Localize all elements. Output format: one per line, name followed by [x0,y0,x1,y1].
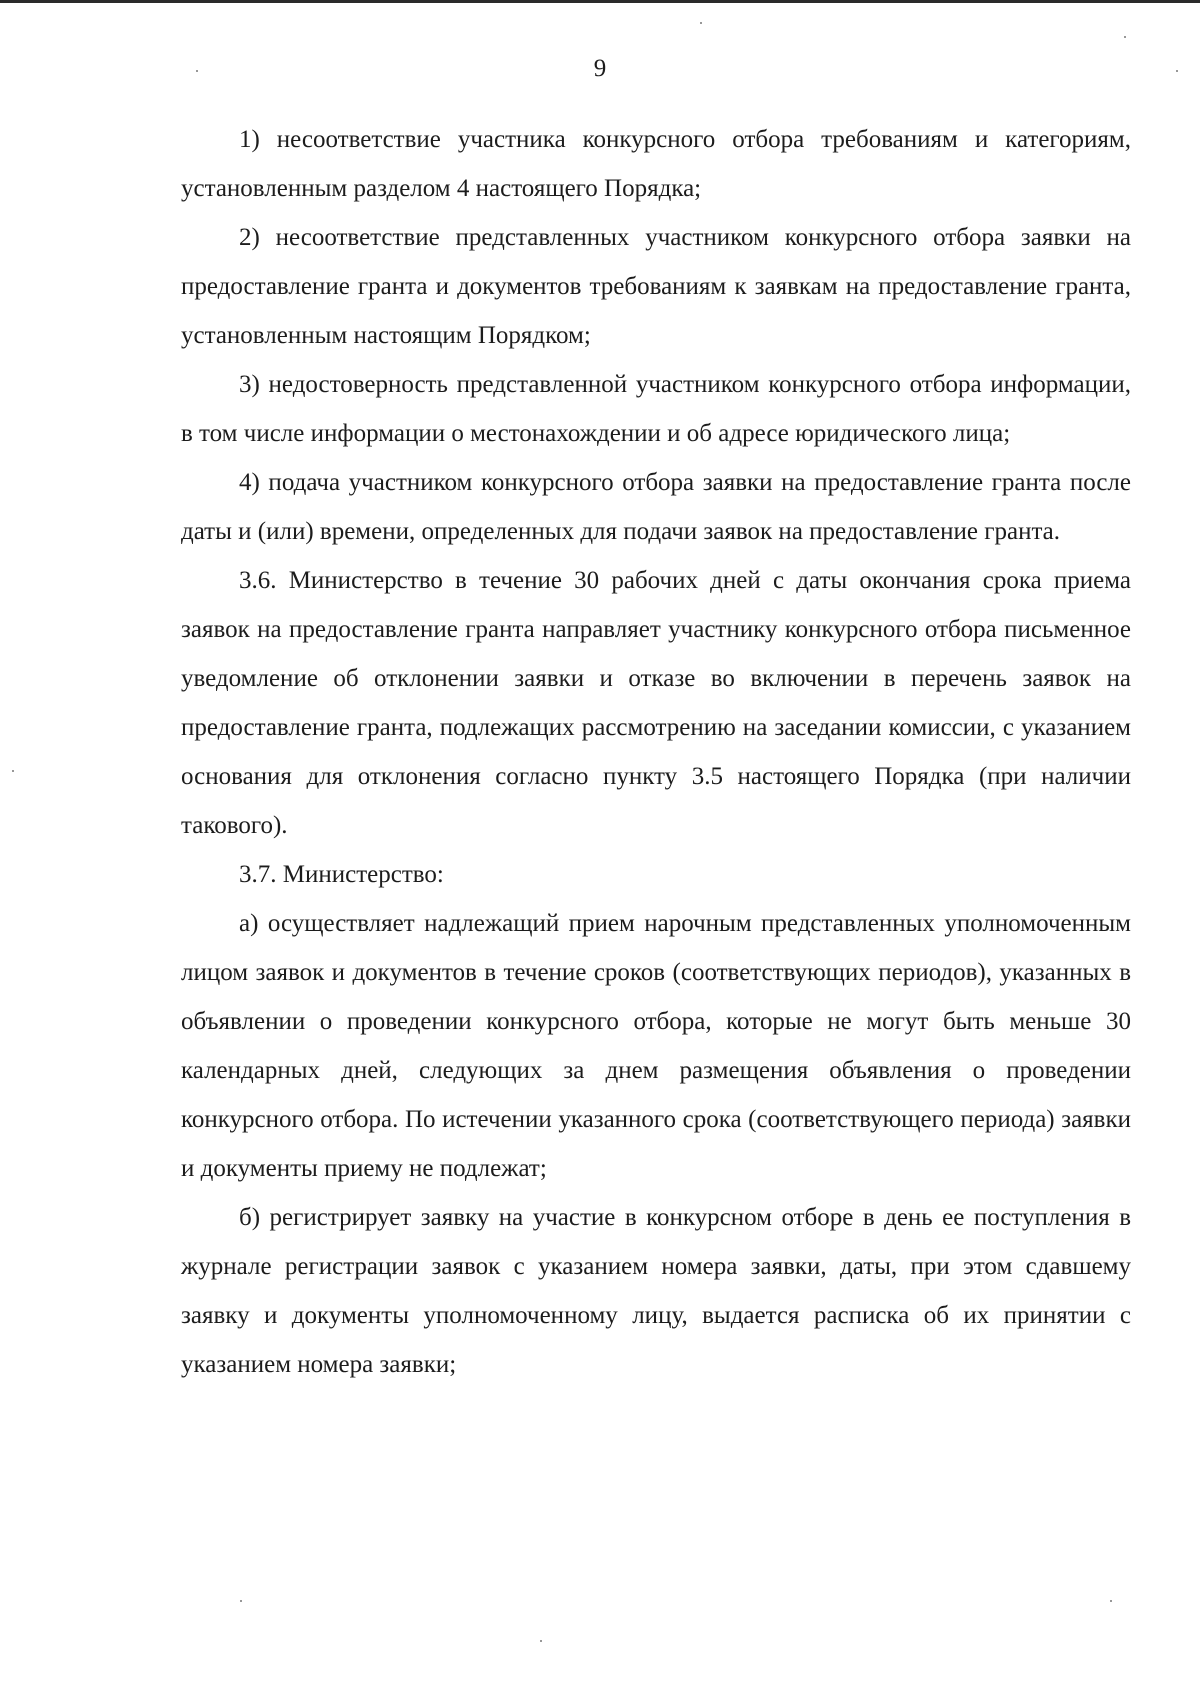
scan-speck [540,1640,542,1642]
scan-speck [1124,36,1126,38]
paragraph-3-7-b: б) регистрирует заявку на участие в конкурсном отборе в день ее поступления в журнале регистрации заявок с указанием номера заявки, даты, при этом сдавшему заявку и документы уполномоченному лицу, выдается расписка об их принятии с указанием номера заявки; [181,1204,1131,1378]
page-number: 9 [593,55,607,82]
document-body [181,115,1131,1389]
paragraph-item-1: 1) несоответствие участника конкурсного отбора требованиям и категориям, установленным разделом 4 настоящего Порядка; [181,126,1131,202]
scan-speck [1176,70,1178,72]
scan-speck [12,770,14,772]
paragraph-3-7-heading: 3.7. Министерство: [239,861,444,888]
paragraph-item-3: 3) недостоверность представленной участником конкурсного отбора информации, в том числе информации о местонахождении и об адресе юридического лица; [181,371,1131,447]
scan-speck [700,22,702,24]
paragraph-item-2: 2) несоответствие представленных участником конкурсного отбора заявки на предоставление гранта и документов требованиям к заявкам на предоставление гранта, установленным настоящим Порядком; [181,224,1131,349]
paragraph-3-6: 3.6. Министерство в течение 30 рабочих дней с даты окончания срока приема заявок на предоставление гранта направляет участнику конкурсного отбора письменное уведомление об отклонении заявки и отказе во включении в перечень заявок на предоставление гранта, подлежащих рассмотрению на заседании комиссии, с указанием основания для отклонения согласно пункту 3.5 настоящего Порядка (при наличии такового). [181,567,1131,839]
paragraph-item-4: 4) подача участником конкурсного отбора заявки на предоставление гранта после даты и (или) времени, определенных для подачи заявок на предоставление гранта. [181,469,1131,545]
paragraph-3-7-a: а) осуществляет надлежащий прием нарочным представленных уполномоченным лицом заявок и документов в течение сроков (соответствующих периодов), указанных в объявлении о проведении конкурсного отбора, которые не могут быть меньше 30 календарных дней, следующих за днем размещения объявления о проведении конкурсного отбора. По истечении указанного срока (соответствующего периода) заявки и документы приему не подлежат; [181,910,1131,1182]
scan-speck [1110,1600,1112,1602]
scan-speck [240,1600,242,1602]
scan-speck [196,70,198,72]
top-scan-edge [0,0,1200,3]
